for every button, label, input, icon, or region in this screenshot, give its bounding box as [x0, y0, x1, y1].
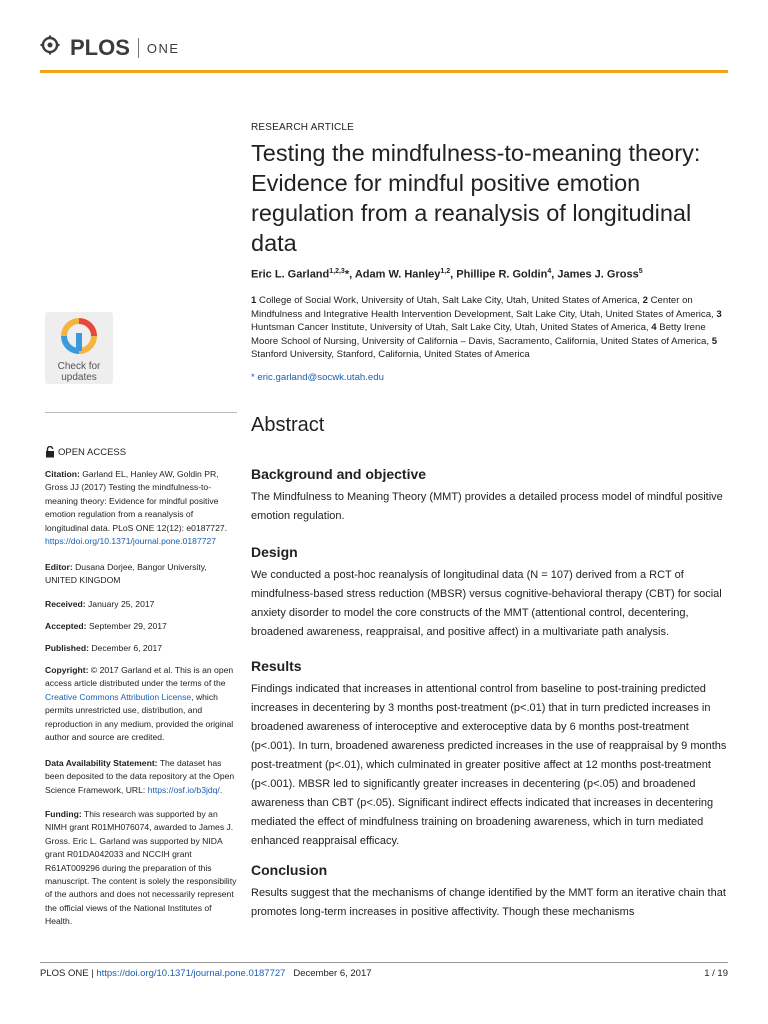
author-list: Eric L. Garland$^{1,2,3}$*, Adam W. Hanley$^{1,2}$, Phillipe R. Goldin$^4$, James J. Gross$^5$	[251, 268, 643, 281]
plos-one-logo[interactable]	[40, 35, 180, 61]
editor-block: Editor: Dusana Dorjee, Bangor University, UNITED KINGDOM	[45, 562, 207, 586]
article-type: RESEARCH ARTICLE	[251, 122, 355, 133]
footer-doi-link[interactable]: https://doi.org/10.1371/journal.pone.0187727	[96, 968, 286, 979]
author[interactable]: Eric L. Garland	[251, 268, 330, 281]
header-rule	[40, 70, 728, 73]
accepted-date: Accepted: September 29, 2017	[45, 621, 167, 631]
abstract-section-conclusion	[251, 862, 731, 922]
section-heading: Background and objective	[251, 466, 427, 482]
abstract-heading: Abstract	[251, 414, 325, 436]
copyright-block: Copyright: © 2017 Garland et al. This is an open access article distributed under the terms of the Creative Commons Attribution License, which permits unrestricted use, distribution, and reproduction in any medium, provided the original author and source are credited.	[45, 665, 234, 743]
logo-brand: PLOS	[70, 35, 130, 60]
section-body: Findings indicated that increases in attentional control from baseline to post-training predicted increases in decentering by 3 months post-treatment (p<.01) that in turn predicted increases in broadened awareness of interoceptive and exteroceptive data by 6 months post-treatment (p<.001). In turn, broadened awareness predicted increases in the use of reappraisal by 9 months post-treatment (p<.01), which culminated in greater positive affect at 12 months post-treatment (p<.001). MBSR led to significantly greater increases in decentering (p<.05) and broadened awareness than CBT (p<.05). Significant indirect effects indicated that increases in decentering mediated the effect of mindfulness training on broadening awareness, which in turn mediated enhanced reappraisal efficacy.	[251, 683, 727, 847]
abstract-section-results	[251, 658, 731, 851]
logo-journal: ONE	[146, 40, 180, 56]
check-for-updates-label: Check for updates	[57, 361, 101, 383]
section-body: We conducted a post-hoc reanalysis of longitudinal data (N = 107) derived from a RCT of mindfulness-based stress reduction (MBSR) versus cognitive-behavioral therapy (CBT) for social anxiety disorder to model the core constructs of the MMT (attentional control, decentering, broadened awareness, reappraisal, and positive affect) in a multivariate path analysis.	[251, 569, 722, 638]
author[interactable]: Phillipe R. Goldin	[456, 268, 548, 281]
footer-rule	[40, 962, 728, 963]
check-for-updates-icon	[61, 318, 97, 354]
data-availability-block: Data Availability Statement: The dataset has been deposited to the data repository at the Open Science Framework, URL: https://osf.io/b3jdq/.	[45, 758, 235, 795]
section-heading: Results	[251, 658, 302, 674]
author[interactable]: James J. Gross	[557, 268, 639, 281]
footer-date: December 6, 2017	[293, 968, 372, 979]
published-date: Published: December 6, 2017	[45, 643, 163, 653]
journal-header	[40, 30, 728, 72]
corresponding-email[interactable]: * eric.garland@socwk.utah.edu	[251, 372, 384, 383]
page-number: 1 / 19	[704, 968, 728, 979]
section-body: The Mindfulness to Meaning Theory (MMT) provides a detailed process model of mindful positive emotion regulation.	[251, 491, 723, 522]
citation-doi-link[interactable]: https://doi.org/10.1371/journal.pone.0187727	[45, 536, 217, 547]
funding-block: Funding: This research was supported by an NIMH grant R01MH076074, awarded to James J. Gross. Eric L. Garland was supported by NIDA grant R01DA042033 and NCCIH grant R61AT009296 during the preparation of this manuscript. The content is solely the responsibility of the authors and does not necessarily represent the official views of the National Institutes of Health.	[45, 809, 237, 927]
abstract-section-background	[251, 466, 731, 526]
section-body: Results suggest that the mechanisms of change identified by the MMT form an iterative chain that promotes long-term increases in positive affectivity. Though these mechanisms	[251, 887, 726, 918]
abstract-section-design	[251, 544, 731, 642]
affiliations: 1 College of Social Work, University of Utah, Salt Lake City, Utah, United States of America, 2 Center on Mindfulness and Integrative Health Intervention Development, Salt Lake City, Utah, United States of America, 3 Huntsman Cancer Institute, University of Utah, Salt Lake City, Utah, United States of America, 4 Betty Irene Moore School of Nursing, University of California – Davis, Sacramento, California, United States of America, 5 Stanford University, Stanford, California, United States of America	[251, 295, 722, 360]
sidebar-rule	[45, 412, 237, 413]
license-link[interactable]: Creative Commons Attribution License	[45, 691, 192, 702]
received-date: Received: January 25, 2017	[45, 599, 155, 609]
article-title: Testing the mindfulness-to-meaning theory: Evidence for mindful positive emotion regulation from a reanalysis of longitudinal data	[251, 140, 701, 256]
open-lock-icon	[45, 446, 55, 458]
plos-logo-icon	[40, 35, 68, 61]
check-for-updates-badge[interactable]	[45, 312, 113, 384]
citation-block: Citation: Garland EL, Hanley AW, Goldin PR, Gross JJ (2017) Testing the mindfulness-to-meaning theory: Evidence for mindful positive emotion regulation from a reanalysis of longitudinal data. PLoS ONE 12(12): e0187727. https://doi.org/10.1371/journal.pone.0187727	[45, 469, 228, 547]
dataset-link[interactable]: https://osf.io/b3jdq/	[147, 784, 220, 795]
section-heading: Conclusion	[251, 862, 328, 878]
logo-divider	[138, 38, 139, 58]
author[interactable]: Adam W. Hanley	[354, 268, 441, 281]
open-access-label: OPEN ACCESS	[45, 446, 126, 458]
section-heading: Design	[251, 544, 298, 560]
footer-citation: PLOS ONE | https://doi.org/10.1371/journal.pone.0187727 December 6, 2017	[40, 968, 372, 979]
